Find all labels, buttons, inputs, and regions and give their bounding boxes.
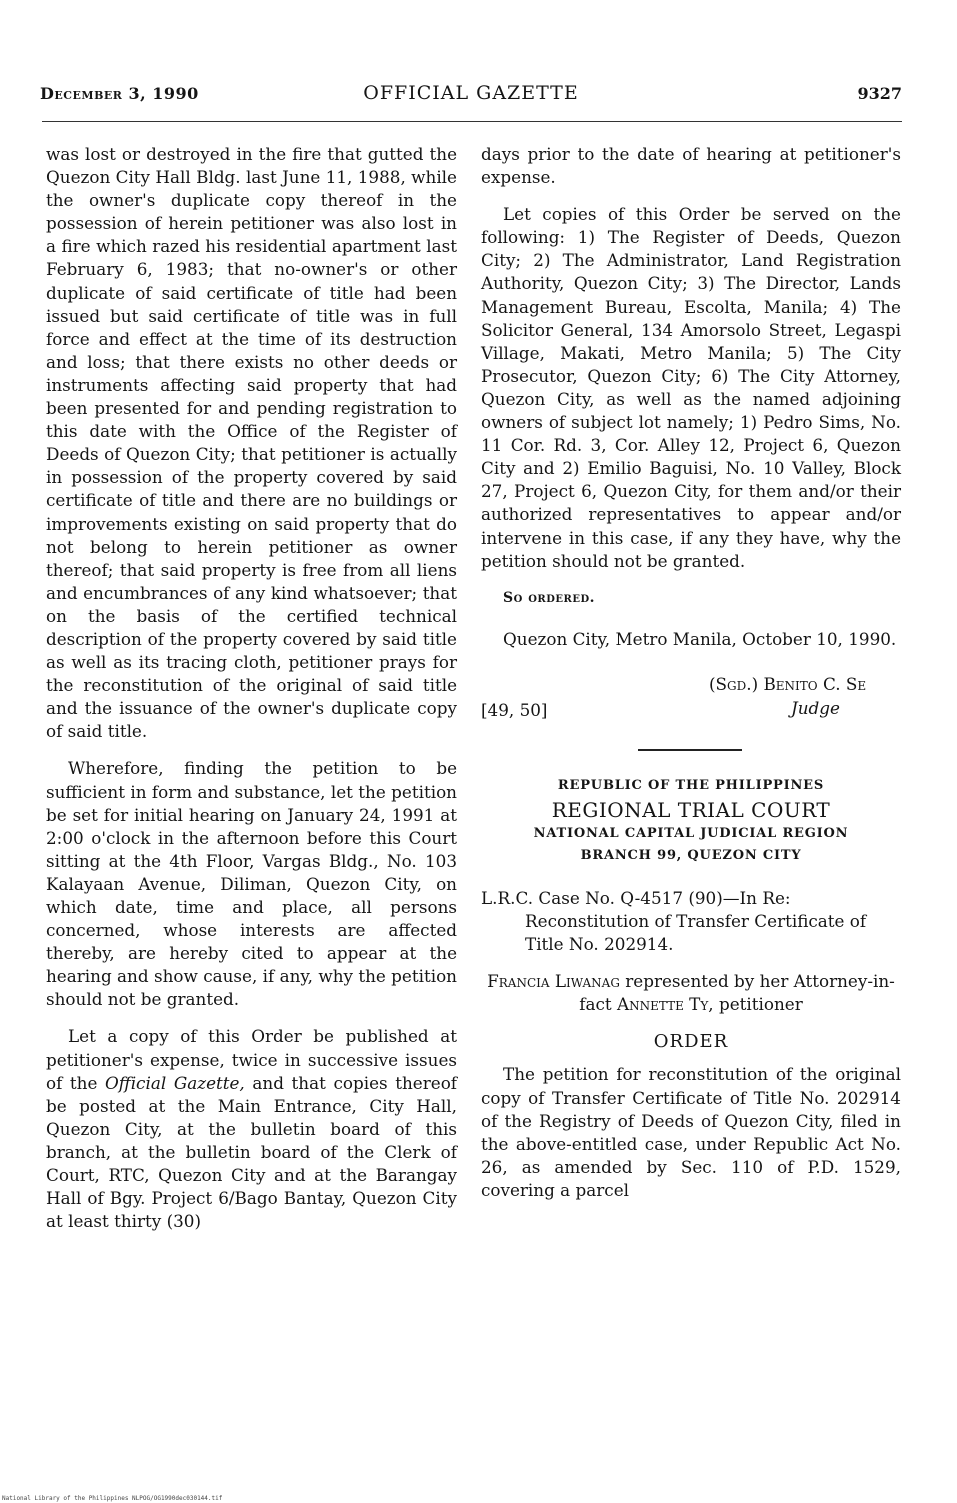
left-column (46, 143, 457, 1247)
case-number: L.R.C. Case No. Q-4517 (90)—In Re: Reconstitution of Transfer Certificate of Title No. 202914. (481, 887, 867, 955)
signature-title: Judge (791, 697, 840, 718)
order-paragraph: The petition for reconstitution of the original copy of Transfer Certificate of Title No. 202914 of the Registry of Deeds of Quezon City, filed in the above-entitled case, under Republic Act No. 26, as amended by Sec. 110 of P.D. 1529, covering a parcel (481, 1064, 901, 1200)
caption-branch: BRANCH 99, QUEZON CITY (580, 847, 802, 863)
so-ordered: So ordered. (503, 589, 595, 606)
para3-italic-gazette: Official Gazette, (105, 1072, 245, 1093)
header-rule (42, 121, 902, 122)
right-paragraph-2: Let copies of this Order be served on the following: 1) The Register of Deeds, Quezon City; 2) The Administrator, Land Registration Authority, Quezon City; 3) The Director, Lands Management Bureau, Escolta, Manila; 4) The Solicitor General, 134 Amorsolo Street, Legaspi Village, Makati, Metro Manila; 5) The City Prosecutor, Quezon City; 6) The City Attorney, Quezon City, as well as the named adjoining owners of subject lot namely; 1) Pedro Sims, No. 11 Cor. Rd. 3, Cor. Alley 12, Project 6, Quezon City and 2) Emilio Baguisi, No. 10 Valley, Block 27, Project 6, Quezon City, for them and/or their authorized representatives to appear and/or intervene in this case, if any they have, why the petition should not be granted. (481, 204, 901, 571)
section-divider (638, 749, 742, 751)
caption-region: NATIONAL CAPITAL JUDICIAL REGION (533, 825, 849, 841)
header-page-number: 9327 (857, 84, 902, 103)
para3-text-a: Let a copy of this Order be published at petitioner's expense, twice in successive issues of the (46, 1026, 457, 1093)
left-paragraph-3 (46, 1025, 457, 1233)
para3-text-b: and that copies thereof be posted at the Main Entrance, City Hall, Quezon City, at the bulletin board of this branch, at the bulletin board of the Clerk of Court, RTC, Quezon City and at the Barangay Hall of Bgy. Project 6/Bago Bantay, Quezon City at least thirty (30) (46, 1072, 458, 1232)
header-title: OFFICIAL GAZETTE (363, 82, 579, 104)
court-caption (481, 775, 901, 867)
page-header (40, 84, 902, 110)
petitioner-name: Francia Liwanag (487, 971, 620, 992)
caption-republic: REPUBLIC OF THE PHILIPPINES (557, 777, 825, 793)
parties-text-2: , petitioner (708, 994, 803, 1015)
right-column (481, 143, 901, 1216)
left-paragraph-2: Wherefore, finding the petition to be sufficient in form and substance, let the petition be set for initial hearing on January 24, 1991 at 2:00 o'clock in the afternoon before this Court sitting at the 4th Floor, Vargas Bldg., No. 103 Kalayaan Avenue, Diliman, Quezon City, on which date, time and place, all persons concerned, whose interests are affected thereby, are hereby cited to appear at the hearing and show cause, if any, why the petition should not be granted. (46, 758, 457, 1010)
parties-text-1: represented by her Attorney-in-fact (579, 971, 895, 1015)
parties (481, 970, 901, 1016)
caption-court: REGIONAL TRIAL COURT (551, 797, 831, 822)
left-paragraph-1: was lost or destroyed in the fire that gutted the Quezon City Hall Bldg. last June 11, 1988, while the owner's duplicate copy thereof in the possession of herein petitioner was also lost in a fire which razed his residential apartment last February 6, 1983; that no-owner's or other duplicate of said certificate of title had been issued but said certificate of title was in full force and effect at the time of its destruction and loss; that there exists no other deeds or instruments affecting said property that had been presented for and pending registration to this date with the Office of the Register of Deeds of Quezon City; that petitioner is actually in possession of the property covered by said certificate of title and there are no buildings or improvements existing on said property that do not belong to herein petitioner as owner thereof; that said property is free from all liens and encumbrances of any kind whatsoever; that on the basis of the certified technical description of the property covered by said title as well as its tracing cloth, petitioner prays for the reconstitution of the original of said title and the issuance of the owner's duplicate copy of said title. (46, 144, 457, 742)
place-date: Quezon City, Metro Manila, October 10, 1990. (503, 628, 897, 649)
right-paragraph-1: days prior to the date of hearing at petitioner's expense. (481, 144, 901, 188)
signature-ref: [49, 50] (481, 699, 548, 720)
signature-block (481, 673, 901, 727)
signature-name: (Sgd.) Benito C. Se (709, 673, 867, 694)
order-title: ORDER (653, 1031, 729, 1053)
header-date: December 3, 1990 (40, 84, 199, 103)
scan-footer-note: National Library of the Philippines NLPOG/OG1990dec030144.tif (2, 1495, 223, 1502)
attorney-name: Annette Ty (616, 994, 709, 1015)
